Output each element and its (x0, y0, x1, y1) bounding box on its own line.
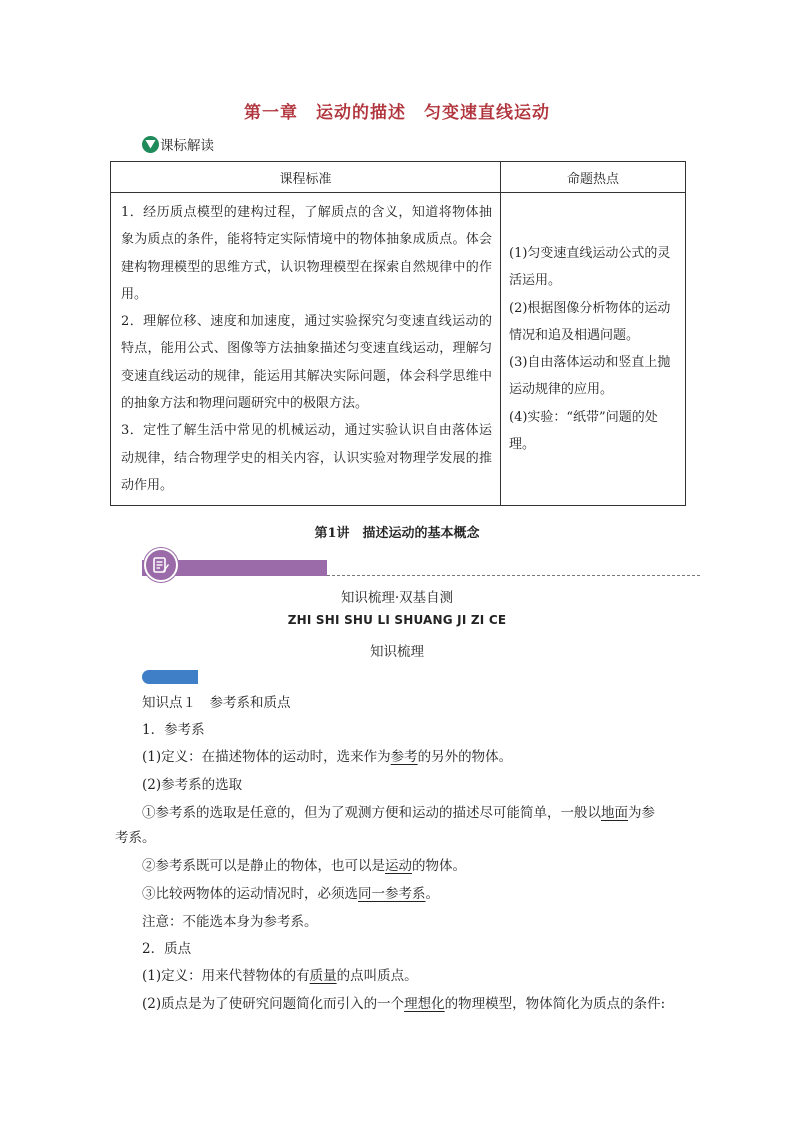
section-title: 知识梳理·双基自测 (340, 590, 454, 606)
ref-selection-heading: (2)参考系的选取 (142, 777, 243, 793)
notebook-pen-icon (144, 548, 178, 582)
ref-selection-1-cont: 考系。 (115, 830, 156, 846)
table-row (111, 193, 686, 506)
ref-definition: (1)定义：在描述物体的运动时，选来作为参考的另外的物体。 (142, 749, 513, 765)
hotspot-item: (1)匀变速直线运动公式的灵活运用。 (509, 245, 671, 289)
divider (327, 575, 700, 576)
ref-heading: 1．参考系 (142, 722, 205, 738)
section-pinyin: ZHI SHI SHU LI SHUANG JI ZI CE (287, 613, 507, 627)
kp1-title: 知识点１ 参考系和质点 (142, 695, 291, 711)
triangle-down-icon (142, 136, 159, 153)
section-subtitle: 知识梳理 (370, 644, 424, 660)
standards-cell (111, 193, 501, 506)
standard-item: 2．理解位移、速度和加速度，通过实验探究匀变速直线运动的特点，能用公式、图像等方法抽象描述匀变速直线运动，理解匀变速直线运动的规律，能运用其解决实际问题，体会科学思维中的抽象方法和物理问题研究中的极限方法。 (121, 314, 492, 412)
standard-item: 3．定性了解生活中常见的机械运动，通过实验认识自由落体运动规律，结合物理学史的相关内容，认识实验对物理学发展的推动作用。 (121, 423, 492, 493)
ref-selection-3: ③比较两物体的运动情况时，必须选同一参考系。 (142, 886, 439, 902)
kebiao-heading (142, 134, 214, 154)
chapter-title: 第一章 运动的描述 匀变速直线运动 (244, 103, 550, 123)
mass-heading: 2．质点 (142, 941, 192, 957)
hotspot-item: (4)实验：“纸带”问题的处理。 (509, 409, 658, 453)
header-standard: 课程标准 (111, 162, 501, 193)
header-hotspot: 命题热点 (501, 162, 686, 193)
mass-definition: (1)定义：用来代替物体的有质量的点叫质点。 (142, 968, 418, 984)
mass-condition: (2)质点是为了使研究问题简化而引入的一个理想化的物理模型，物体简化为质点的条件: (142, 996, 666, 1012)
table-header-row (111, 162, 686, 193)
curriculum-table (110, 161, 686, 506)
standard-item: 1．经历质点模型的建构过程，了解质点的含义，知道将物体抽象为质点的条件，能将特定实际情境中的物体抽象成质点。体会建构物理模型的思维方式，认识物理模型在探索自然规律中的作用。 (121, 205, 492, 302)
hotspot-item: (2)根据图像分析物体的运动情况和追及相遇问题。 (509, 300, 671, 343)
note: 注意：不能选本身为参考系。 (142, 914, 318, 930)
kebiao-label: 课标解读 (160, 138, 214, 154)
ref-selection-1: ①参考系的选取是任意的，但为了观测方便和运动的描述尽可能简单，一般以地面为参 (142, 805, 655, 821)
hotspot-item: (3)自由落体运动和竖直上抛运动规律的应用。 (509, 355, 671, 398)
ref-selection-2: ②参考系既可以是静止的物体，也可以是运动的物体。 (142, 858, 466, 874)
hotspots-cell (501, 193, 686, 506)
lecture-title: 第1讲 描述运动的基本概念 (314, 526, 480, 541)
section-marker (142, 670, 198, 684)
